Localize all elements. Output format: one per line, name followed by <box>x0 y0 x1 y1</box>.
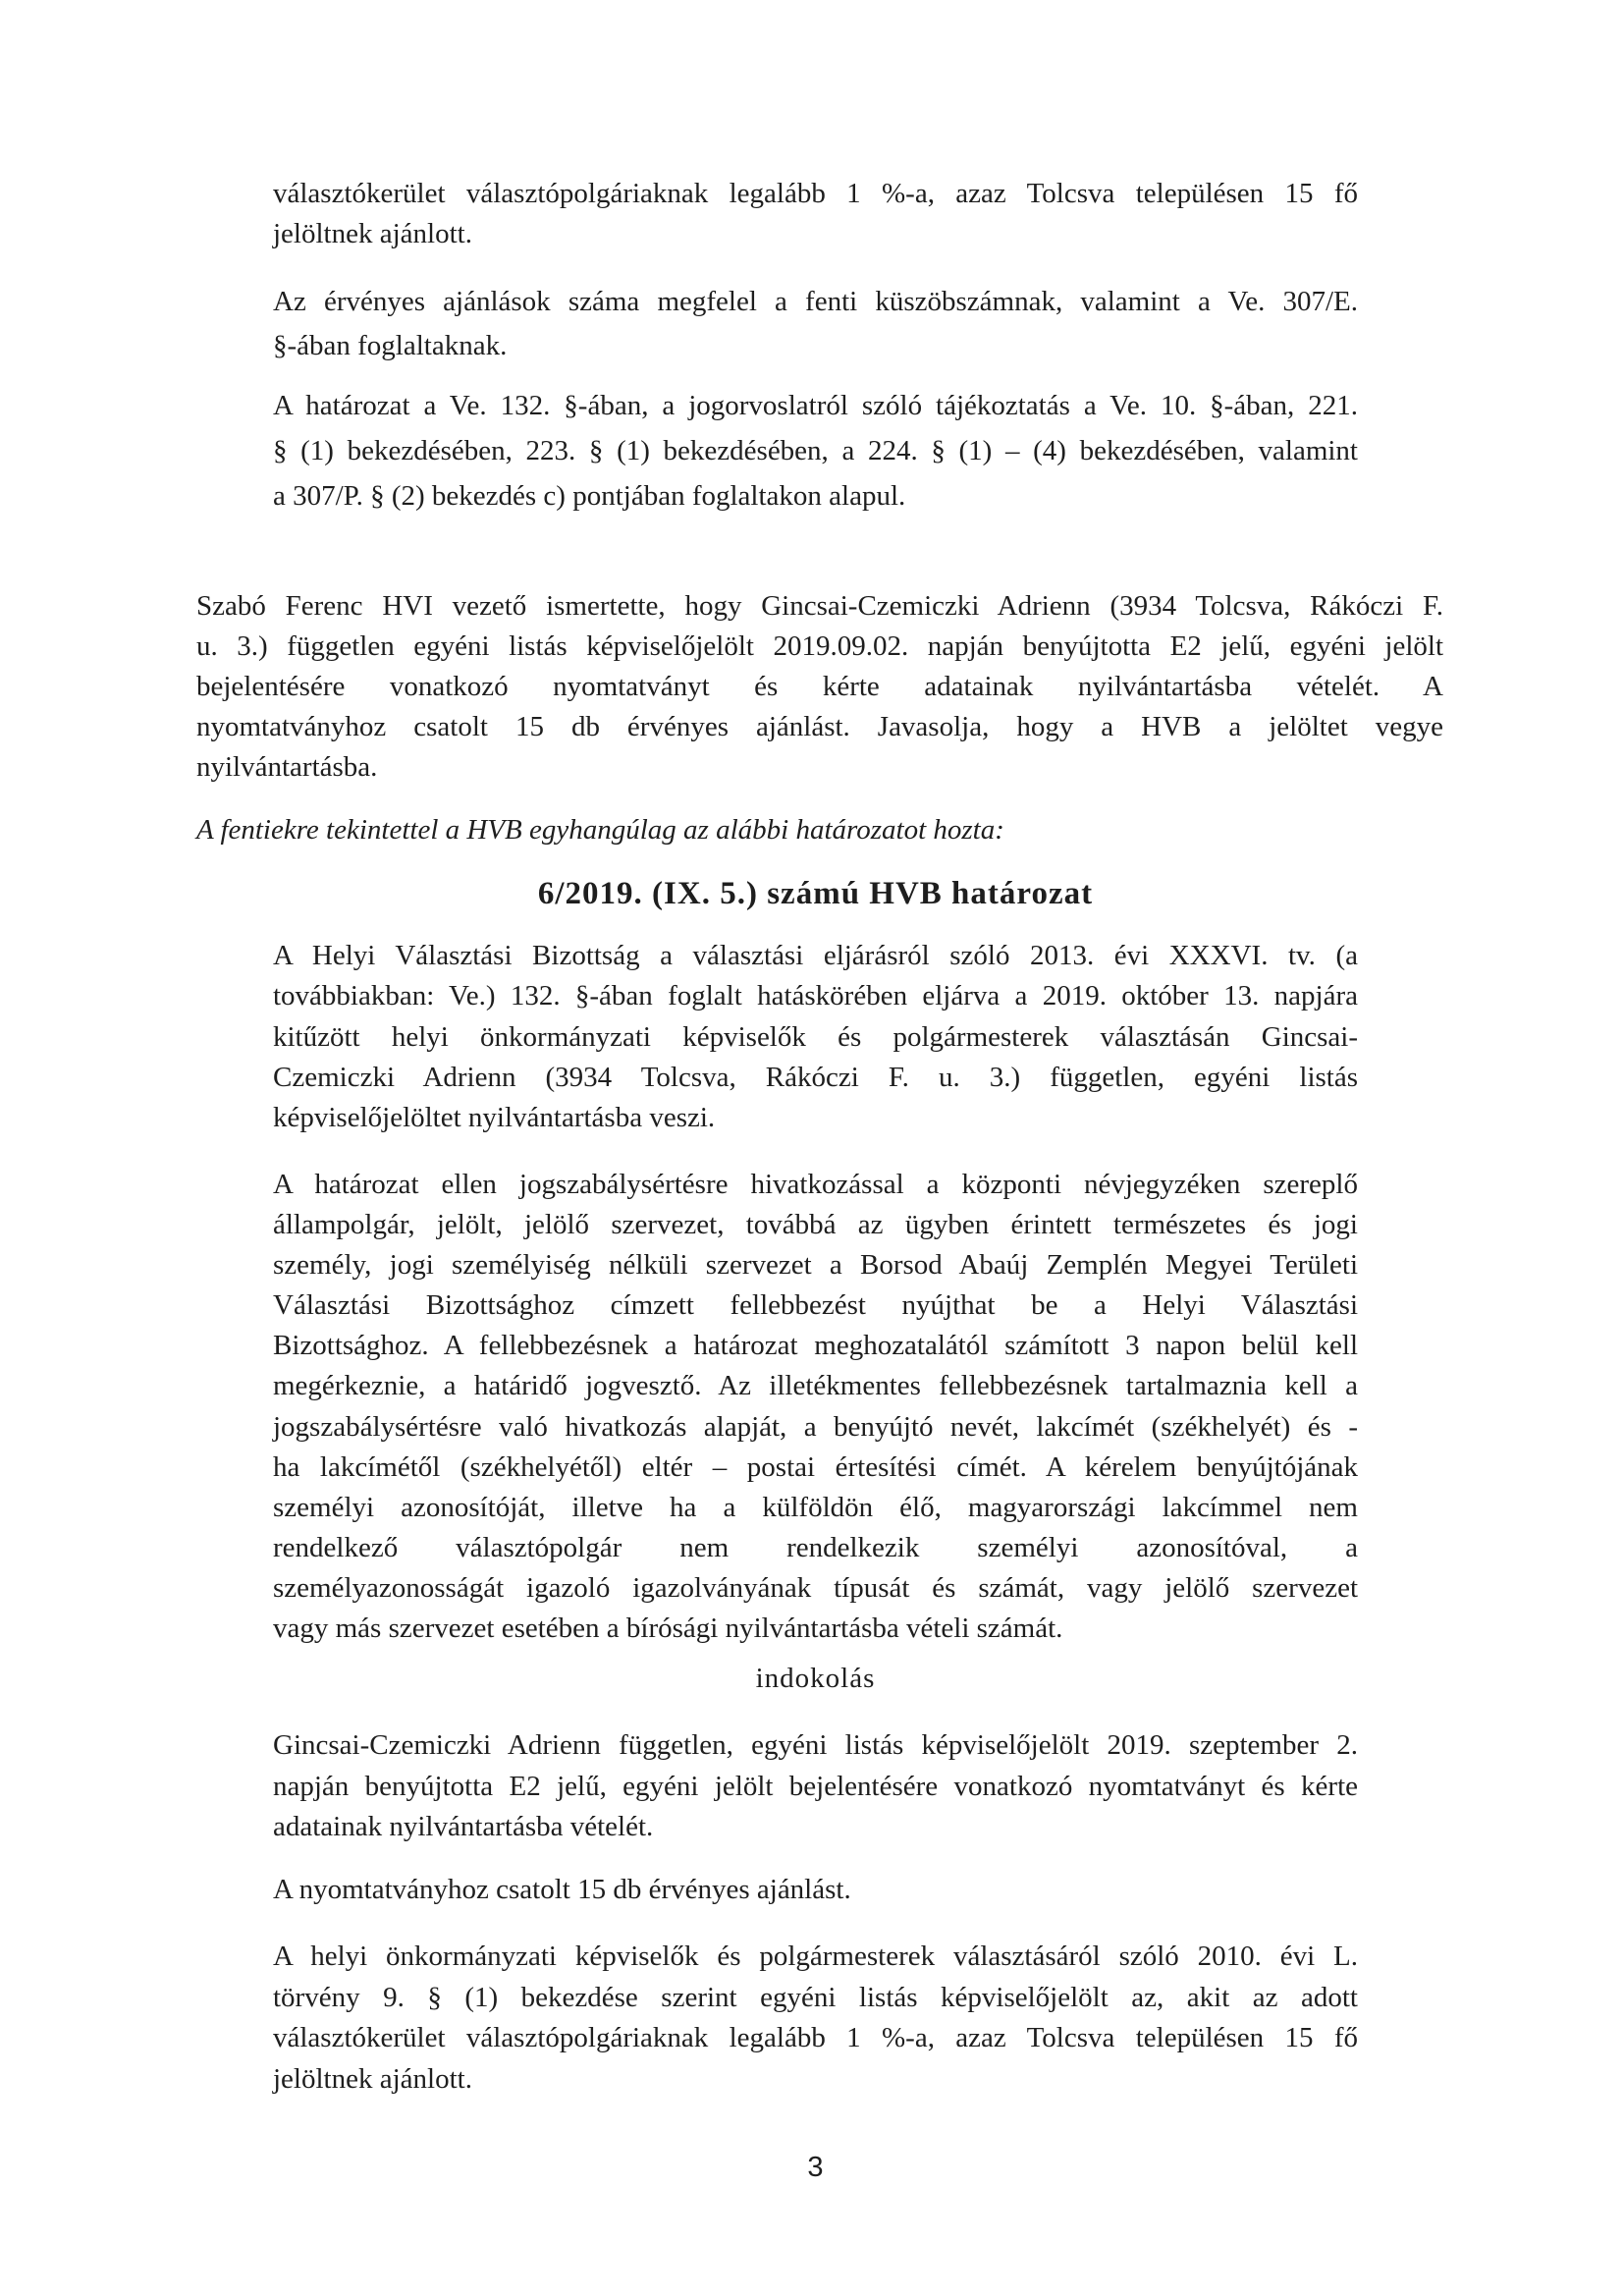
text-line: személyazonosságát igazoló igazolványának típusát és számát, vagy jelölő szervezet <box>273 1571 1358 1604</box>
paragraph-validity <box>273 280 1358 368</box>
paragraph-appeal <box>273 1165 1358 1649</box>
text-line: vagy más szervezet esetében a bírósági nyilvántartásba vételi számát. <box>273 1613 1063 1645</box>
text-line: megérkeznie, a határidő jogvesztő. Az illetékmentes fellebbezésnek tartalmaznia kell a <box>273 1370 1358 1402</box>
paragraph-justification-1 <box>273 1725 1358 1848</box>
text-line: személy, jogi személyiség nélküli szervezet a Borsod Abaúj Zemplén Megyei Területi <box>273 1249 1358 1282</box>
text-line: Czemiczki Adrienn (3934 Tolcsva, Rákóczi F. u. 3.) független, egyéni listás <box>273 1061 1358 1093</box>
text-line: Gincsai-Czemiczki Adrienn független, egyéni listás képviselőjelölt 2019. szeptember 2. <box>273 1729 1358 1761</box>
text-line: Bizottsághoz. A fellebbezésnek a határozat meghozatalától számított 3 napon belül kell <box>273 1330 1358 1362</box>
text-line: A határozat a Ve. 132. §-ában, a jogorvoslatról szóló tájékoztatás a Ve. 10. §-ában, 221. <box>273 390 1358 421</box>
paragraph-legal-basis <box>273 383 1358 519</box>
text-line: választókerület választópolgáriaknak legalább 1 %-a, azaz Tolcsva településen 15 fő <box>273 178 1358 209</box>
decision-intro <box>196 810 1443 850</box>
paragraph-decision <box>273 936 1358 1138</box>
text-line: jogszabálysértésre való hivatkozás alapját, a benyújtó nevét, lakcímét (székhelyét) és - <box>273 1410 1358 1443</box>
page-number: 3 <box>807 2152 824 2183</box>
justification-heading: indokolás <box>755 1663 876 1694</box>
text-line: A Helyi Választási Bizottság a választási eljárásról szóló 2013. évi XXXVI. tv. (a <box>273 940 1358 971</box>
text-line: napján benyújtotta E2 jelű, egyéni jelölt bejelentésére vonatkozó nyomtatványt és kérte <box>273 1770 1358 1802</box>
paragraph-report <box>196 586 1443 788</box>
text-line: nyomtatványhoz csatolt 15 db érvényes ajánlást. Javasolja, hogy a HVB a jelöltet vegye <box>196 711 1443 742</box>
text-line: állampolgár, jelölt, jelölő szervezet, továbbá az ügyben érintett természetes és jogi <box>273 1209 1358 1241</box>
text-line: Választási Bizottsághoz címzett fellebbezést nyújthat be a Helyi Választási <box>273 1289 1358 1322</box>
text-line: választókerület választópolgáriaknak legalább 1 %-a, azaz Tolcsva településen 15 fő <box>273 2022 1358 2054</box>
text-line: bejelentésére vonatkozó nyomtatványt és kérte adatainak nyilvántartásba vételét. A <box>196 671 1443 702</box>
text-line: A határozat ellen jogszabálysértésre hivatkozással a központi névjegyzéken szereplő <box>273 1169 1358 1200</box>
text-line: A fentiekre tekintettel a HVB egyhangúlag az alábbi határozatot hozta: <box>196 814 1004 846</box>
text-line: Szabó Ferenc HVI vezető ismertette, hogy Gincsai-Czemiczki Adrienn (3934 Tolcsva, Rákóczi F. <box>196 590 1443 622</box>
text-line: A nyomtatványhoz csatolt 15 db érvényes ajánlást. <box>273 1874 851 1905</box>
text-line: u. 3.) független egyéni listás képviselőjelölt 2019.09.02. napján benyújtotta E2 jelű, egyéni jelölt <box>196 630 1443 662</box>
text-line: Az érvényes ajánlások száma megfelel a fenti küszöbszámnak, valamint a Ve. 307/E. <box>273 286 1358 317</box>
text-line: rendelkező választópolgár nem rendelkezik személyi azonosítóval, a <box>273 1531 1358 1563</box>
text-line: törvény 9. § (1) bekezdése szerint egyéni listás képviselőjelölt az, akit az adott <box>273 1981 1358 2013</box>
paragraph-continuation <box>273 174 1358 253</box>
text-line: személyi azonosítóját, illetve ha a külföldön élő, magyarországi lakcímmel nem <box>273 1491 1358 1523</box>
text-line: nyilvántartásba. <box>196 751 378 783</box>
text-line: §-ában foglaltaknak. <box>273 330 508 361</box>
paragraph-justification-2 <box>273 1870 1358 1910</box>
text-line: ha lakcímétől (székhelyétől) eltér – postai értesítési címét. A kérelem benyújtójának <box>273 1450 1358 1483</box>
text-line: a 307/P. § (2) bekezdés c) pontjában foglaltakon alapul. <box>273 480 906 512</box>
text-line: jelöltnek ajánlott. <box>273 217 472 249</box>
paragraph-justification-3 <box>273 1937 1358 2101</box>
text-line: jelöltnek ajánlott. <box>273 2063 472 2096</box>
text-line: adatainak nyilvántartásba vételét. <box>273 1811 654 1842</box>
text-line: képviselőjelöltet nyilvántartásba veszi. <box>273 1102 716 1133</box>
text-line: A helyi önkormányzati képviselők és polgármesterek választásáról szóló 2010. évi L. <box>273 1941 1358 1972</box>
text-line: § (1) bekezdésében, 223. § (1) bekezdésében, a 224. § (1) – (4) bekezdésében, valamint <box>273 435 1358 466</box>
text-line: továbbiakban: Ve.) 132. §-ában foglalt hatáskörében eljárva a 2019. október 13. napjára <box>273 980 1358 1012</box>
text-line: kitűzött helyi önkormányzati képviselők és polgármesterek választásán Gincsai- <box>273 1020 1358 1053</box>
decision-title: 6/2019. (IX. 5.) számú HVB határozat <box>537 876 1094 911</box>
